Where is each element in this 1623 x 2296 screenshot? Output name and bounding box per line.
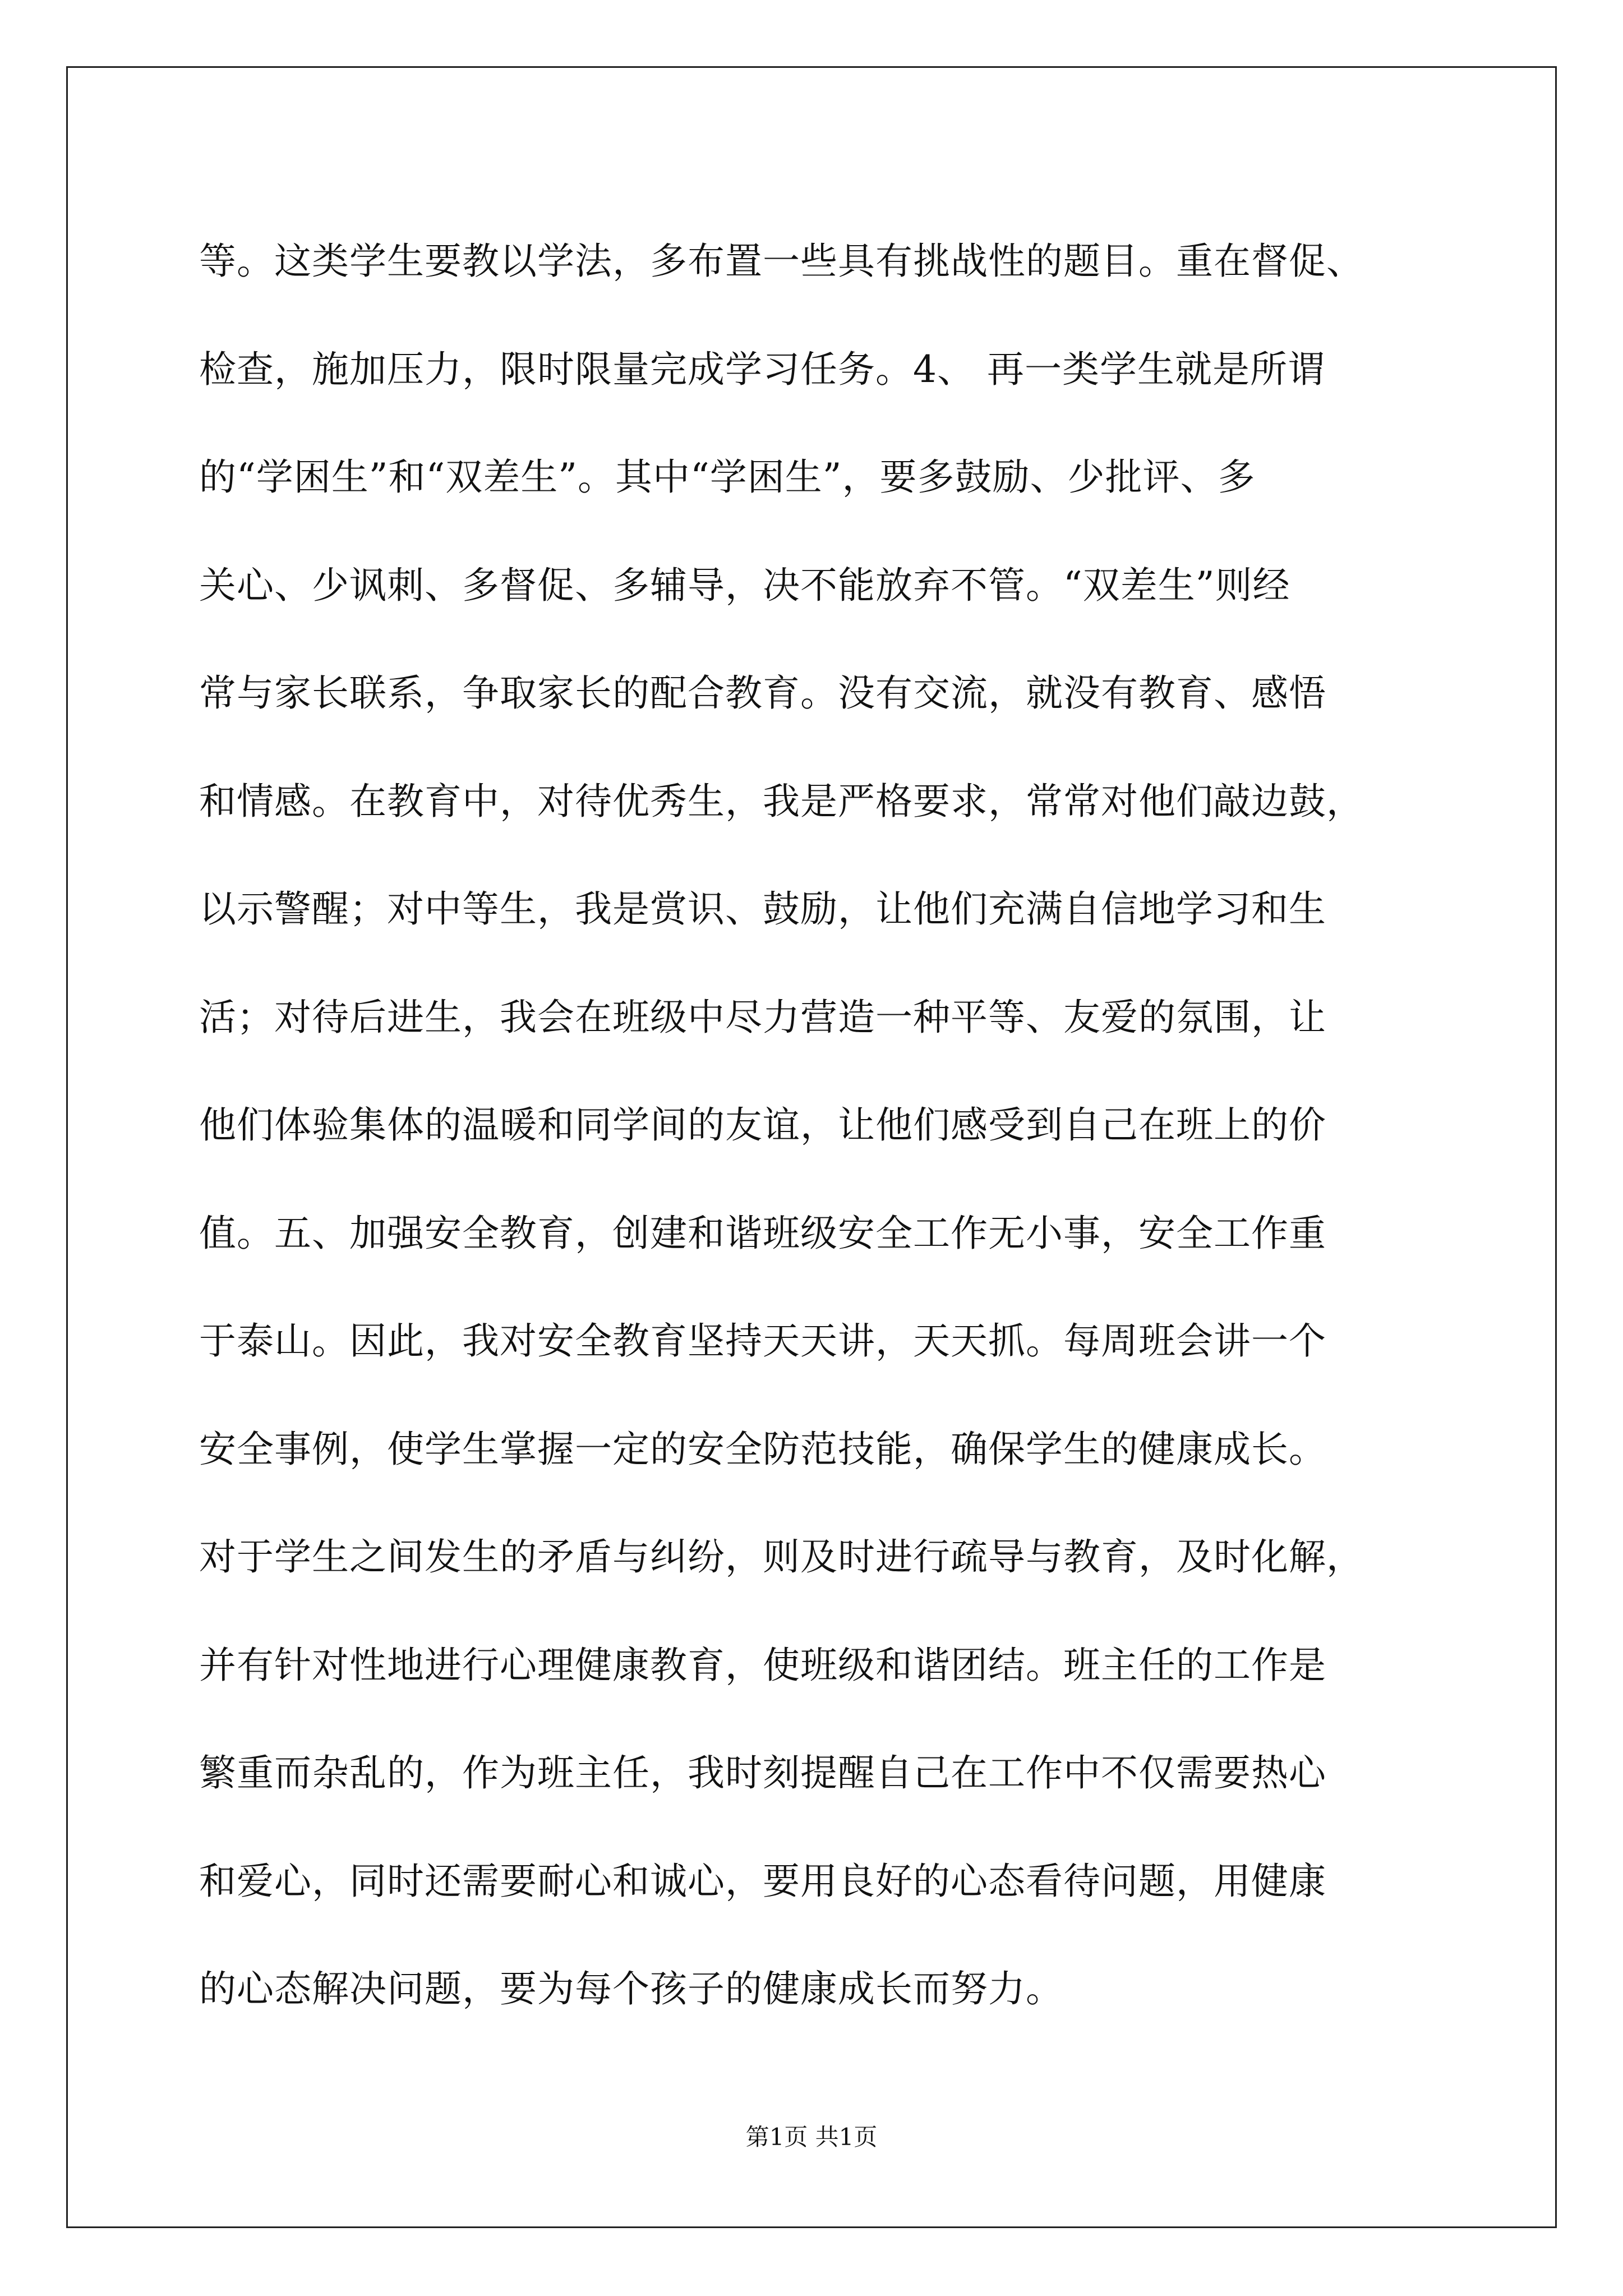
text-line: 关心、少讽刺、多督促、多辅导，决不能放弃不管。“双差生”则经 [199, 563, 1290, 607]
text-line: 于泰山。因此，我对安全教育坚持天天讲，天天抓。每周班会讲一个 [199, 1319, 1326, 1363]
page-footer [0, 2122, 1623, 2153]
text-line: 以示警醒；对中等生，我是赏识、鼓励，让他们充满自信地学习和生 [199, 887, 1326, 931]
text-line: 安全事例，使学生掌握一定的安全防范技能，确保学生的健康成长。 [199, 1427, 1326, 1471]
text-line: 检查，施加压力，限时限量完成学习任务。4、 再一类学生就是所谓 [199, 347, 1325, 391]
text-line: 值。五、加强安全教育，创建和谐班级安全工作无小事，安全工作重 [199, 1211, 1326, 1255]
text-line: 和情感。在教育中，对待优秀生，我是严格要求，常常对他们敲边鼓， [199, 779, 1364, 823]
text-line: 的心态解决问题，要为每个孩子的健康成长而努力。 [199, 1967, 1063, 2010]
text-line: 常与家长联系，争取家长的配合教育。没有交流，就没有教育、感悟 [199, 671, 1326, 715]
text-line: 的“学困生”和“双差生”。其中“学困生”，要多鼓励、少批评、多 [199, 455, 1256, 499]
text-line: 和爱心，同时还需要耐心和诚心，要用良好的心态看待问题，用健康 [199, 1859, 1326, 1903]
text-line: 对于学生之间发生的矛盾与纠纷，则及时进行疏导与教育，及时化解， [199, 1535, 1364, 1579]
text-line: 繁重而杂乱的，作为班主任，我时刻提醒自己在工作中不仅需要热心 [199, 1751, 1326, 1795]
document-body [199, 208, 1444, 2044]
text-line: 他们体验集体的温暖和同学间的友谊，让他们感受到自己在班上的价 [199, 1103, 1326, 1147]
text-line: 并有针对性地进行心理健康教育，使班级和谐团结。班主任的工作是 [199, 1643, 1326, 1687]
text-line: 活；对待后进生，我会在班级中尽力营造一种平等、友爱的氛围，让 [199, 995, 1326, 1039]
page-number-label: 第1页 共1页 [745, 2123, 878, 2151]
text-line: 等。这类学生要教以学法，多布置一些具有挑战性的题目。重在督促、 [199, 240, 1364, 283]
